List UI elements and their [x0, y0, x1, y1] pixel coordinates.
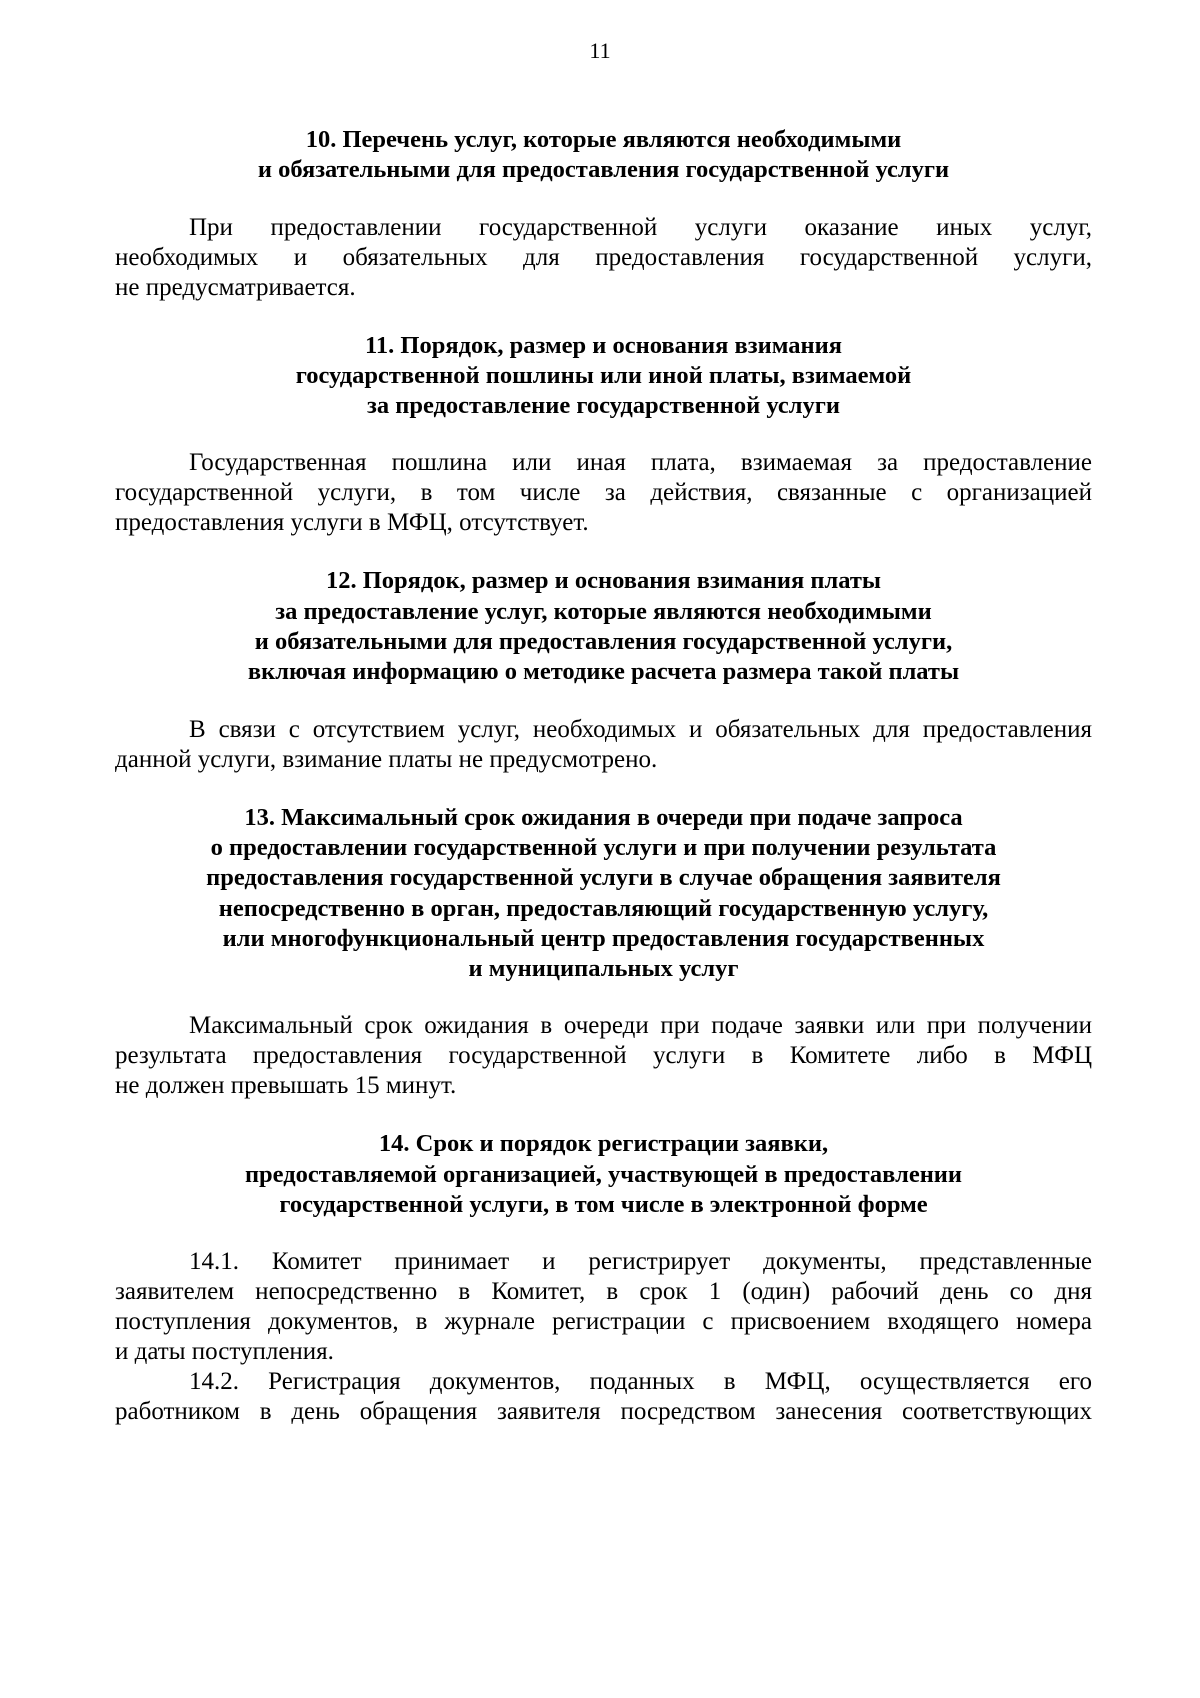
- heading-line: включая информацию о методике расчета размера такой платы: [247, 658, 960, 686]
- heading-line: 11. Порядок, размер и основания взимания: [365, 331, 842, 359]
- heading-line: 12. Порядок, размер и основания взимания платы: [325, 567, 882, 595]
- heading-line: и обязательными для предоставления государственной услуги: [257, 156, 950, 184]
- page-number: 11: [589, 38, 611, 63]
- paragraph-line: поступления документов, в журнале регистрации с присвоением входящего номера: [115, 1308, 1092, 1336]
- heading-line: 13. Максимальный срок ожидания в очереди при подаче запроса: [244, 803, 963, 831]
- heading-line: государственной пошлины или иной платы, взимаемой: [295, 361, 912, 389]
- paragraph-line: данной услуги, взимание платы не предусмотрено.: [115, 745, 658, 773]
- paragraph-line: Государственная пошлина или иная плата, взимаемая за предоставление: [189, 449, 1092, 477]
- heading-line: 14. Срок и порядок регистрации заявки,: [378, 1130, 829, 1158]
- section-12-heading: [115, 566, 1092, 687]
- heading-line: и обязательными для предоставления государственной услуги,: [254, 628, 953, 656]
- paragraph-line: Максимальный срок ожидания в очереди при подаче заявки или при получении: [189, 1012, 1092, 1040]
- paragraph-line: результата предоставления государственной услуги в Комитете либо в МФЦ: [115, 1042, 1092, 1070]
- section-12-paragraph: [115, 715, 1092, 775]
- paragraph-line: В связи с отсутствием услуг, необходимых и обязательных для предоставления: [189, 715, 1092, 743]
- heading-line: непосредственно в орган, предоставляющий государственную услугу,: [218, 894, 989, 922]
- heading-line: и муниципальных услуг: [468, 955, 739, 983]
- section-11-heading: [115, 331, 1092, 422]
- paragraph-line: предоставления услуги в МФЦ, отсутствует.: [115, 509, 589, 537]
- paragraph-line: необходимых и обязательных для предоставления государственной услуги,: [115, 243, 1092, 271]
- heading-line: о предоставлении государственной услуги и при получении результата: [210, 833, 997, 861]
- document-body: [115, 125, 1092, 1427]
- paragraph-line: 14.2. Регистрация документов, поданных в МФЦ, осуществляется его: [189, 1368, 1092, 1396]
- heading-line: за предоставление услуг, которые являются необходимыми: [275, 597, 932, 625]
- paragraph-line: не предусматривается.: [115, 273, 356, 301]
- section-10-heading: [115, 125, 1092, 186]
- section-14-paragraph-2: [115, 1367, 1092, 1427]
- paragraph-line: заявителем непосредственно в Комитет, в срок 1 (один) рабочий день со дня: [115, 1278, 1092, 1306]
- heading-line: предоставления государственной услуги в случае обращения заявителя: [206, 864, 1001, 892]
- section-14-heading: [115, 1129, 1092, 1220]
- heading-line: 10. Перечень услуг, которые являются необходимыми: [305, 126, 902, 153]
- section-11-paragraph: [115, 448, 1092, 538]
- paragraph-line: не должен превышать 15 минут.: [115, 1072, 457, 1100]
- heading-line: государственной услуги, в том числе в электронной форме: [279, 1191, 928, 1219]
- section-14-paragraph-1: [115, 1247, 1092, 1367]
- heading-line: за предоставление государственной услуги: [366, 392, 840, 420]
- section-10-paragraph: [115, 213, 1092, 303]
- paragraph-line: работником в день обращения заявителя посредством занесения соответствующих: [115, 1398, 1092, 1426]
- paragraph-line: При предоставлении государственной услуги оказание иных услуг,: [189, 213, 1092, 241]
- paragraph-line: государственной услуги, в том числе за действия, связанные с организацией: [115, 479, 1092, 507]
- paragraph-line: и даты поступления.: [115, 1338, 334, 1366]
- heading-line: предоставляемой организацией, участвующей в предоставлении: [244, 1160, 963, 1188]
- section-13-heading: [115, 803, 1092, 985]
- paragraph-line: 14.1. Комитет принимает и регистрирует документы, представленные: [189, 1248, 1092, 1276]
- section-13-paragraph: [115, 1011, 1092, 1101]
- heading-line: или многофункциональный центр предоставления государственных: [222, 924, 985, 952]
